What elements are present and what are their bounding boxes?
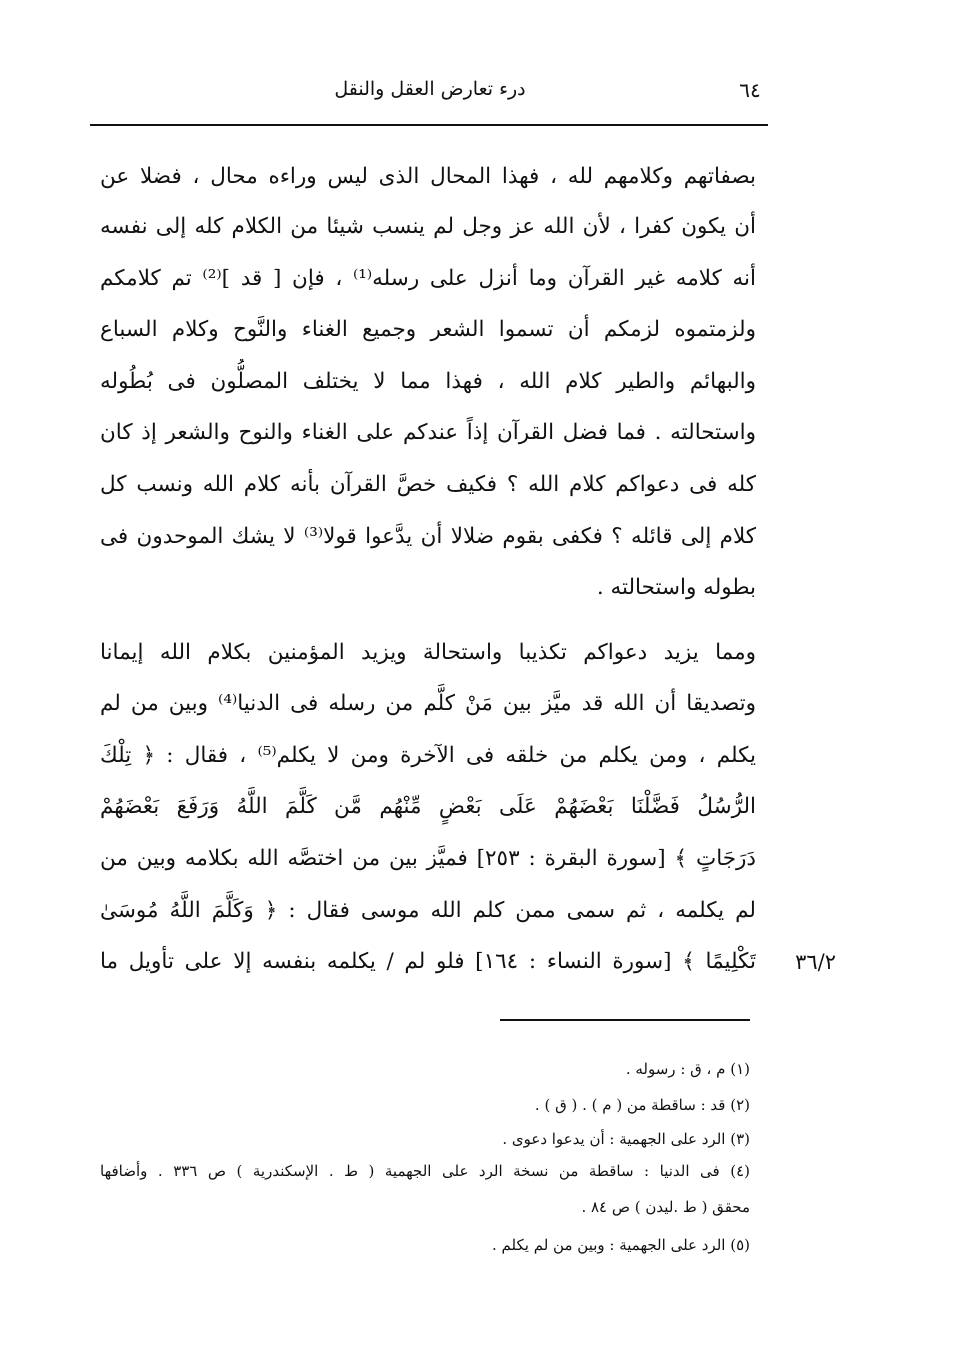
body-line: الرُّسُلُ فَضَّلْنَا بَعْضَهُمْ عَلَى بَعْضٍ مِّنْهُم مَّن كَلَّمَ اللَّهُ وَرَفَعَ بَعْضَهُمْ (100, 794, 756, 819)
page-number: ٦٤ (739, 78, 761, 102)
footnote: محقق ( ط .ليدن ) ص ٨٤ . (581, 1198, 750, 1216)
footnote: (٥) الرد على الجهمية : وبين من لم يكلم . (492, 1236, 750, 1254)
body-line: لم يكلمه ، ثم سمى ممن كلم الله موسى فقال : ﴿ وَكَلَّمَ اللَّهُ مُوسَىٰ (100, 898, 756, 923)
body-line: وتصديقا أن الله قد ميَّز بين مَنْ كلَّم من رسله فى الدنيا⁽⁴⁾ وبين من لم (100, 691, 756, 716)
body-line: بصفاتهم وكلامهم لله ، فهذا المحال الذى ليس وراءه محال ، فضلا عن (100, 164, 756, 189)
body-line: بطوله واستحالته . (596, 575, 756, 600)
body-line: كله فى دعواكم كلام الله ؟ فكيف خصَّ القرآن بأنه كلام الله ونسب كل (100, 472, 756, 497)
footnote: (٢) قد : ساقطة من ( م ) . ( ق ) . (534, 1096, 750, 1114)
footnote: (٤) فى الدنيا : ساقطة من نسخة الرد على الجهمية ( ط . الإسكندرية ) ص ٣٣٦ . وأضافها (100, 1162, 750, 1180)
running-header-title: درء تعارض العقل والنقل (334, 78, 526, 100)
margin-reference: ٣٦/٢ (795, 950, 836, 974)
footnote: (٣) الرد على الجهمية : أن يدعوا دعوى . (502, 1130, 750, 1148)
body-line: أنه كلامه غير القرآن وما أنزل على رسله⁽¹⁾ ، فإن [ قد ]⁽²⁾ تم كلامكم (100, 266, 756, 291)
body-line: دَرَجَاتٍ ﴾ [سورة البقرة : ٢٥٣] فميَّز بين من اختصَّه الله بكلامه وبين من (100, 846, 756, 871)
body-line: تَكْلِيمًا ﴾ [سورة النساء : ١٦٤] فلو لم / يكلمه بنفسه إلا على تأويل ما (100, 949, 756, 974)
header-rule (90, 124, 768, 126)
body-line: ومما يزيد دعواكم تكذيبا واستحالة ويزيد المؤمنين بكلام الله إيمانا (100, 640, 756, 665)
body-line: واستحالته . فما فضل القرآن إذاً عندكم على الغناء والنوح والشعر إذ كان (100, 420, 756, 445)
footnote: (١) م ، ق : رسوله . (625, 1060, 750, 1078)
body-line: أن يكون كفرا ، لأن الله عز وجل لم ينسب شيئا من الكلام كله إلى نفسه (100, 214, 756, 239)
body-line: والبهائم والطير كلام الله ، فهذا مما لا يختلف المصلُّون فى بُطُوله (100, 369, 756, 394)
body-line: كلام إلى قائله ؟ فكفى بقوم ضلالا أن يدَّعوا قولا⁽³⁾ لا يشك الموحدون فى (100, 524, 756, 549)
footnote-rule (500, 1019, 750, 1021)
body-line: ولزمتموه لزمكم أن تسموا الشعر وجميع الغناء والنَّوح وكلام السباع (100, 317, 756, 342)
body-line: يكلم ، ومن يكلم من خلقه فى الآخرة ومن لا يكلم⁽⁵⁾ ، فقال : ﴿ تِلْكَ (100, 743, 756, 768)
